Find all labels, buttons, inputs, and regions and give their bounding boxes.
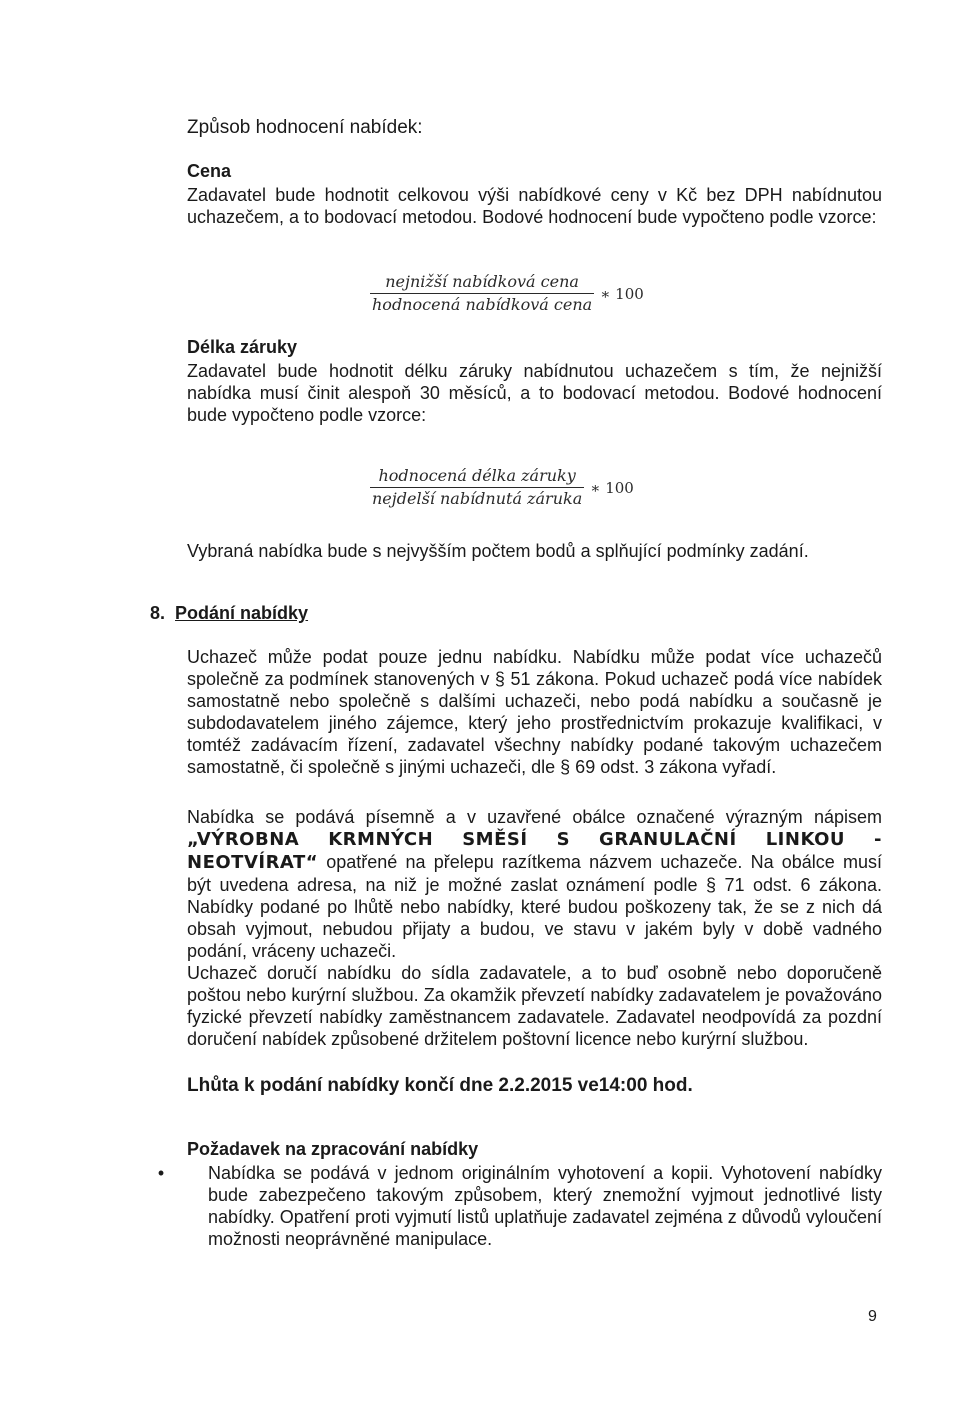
price-formula-denominator: hodnocená nabídková cena xyxy=(372,295,593,314)
deadline-block xyxy=(187,1074,882,1098)
conclusion-block xyxy=(187,540,882,562)
evaluation-section xyxy=(187,116,882,140)
requirements-section xyxy=(187,1138,882,1160)
fraction-bar xyxy=(370,293,594,294)
requirements-list xyxy=(157,1162,882,1250)
price-text: Zadavatel bude hodnotit celkovou výši nabídkové ceny v Kč bez DPH nabídnutou uchazečem, a to bodovací metodou. Bodové hodnocení bude vypočteno podle vzorce: xyxy=(187,185,882,227)
fraction-bar xyxy=(370,487,584,488)
evaluation-heading: Způsob hodnocení nabídek: xyxy=(187,117,423,138)
warranty-title: Délka záruky xyxy=(187,337,298,357)
price-formula-numerator: nejnižší nabídková cena xyxy=(385,272,579,291)
price-title: Cena xyxy=(187,161,232,181)
price-fraction xyxy=(370,272,594,315)
requirement-text: Nabídka se podává v jednom originálním vyhotovení a kopii. Vyhotovení nabídky bude zabezpečeno takovým způsobem, který znemožní vyjmout jednotlivé listy nabídky. Opatření proti vyjmutí listů uplatňuje zadavatel zejména z důvodů vyloučení možnosti neoprávněné manipulace. xyxy=(208,1163,882,1249)
bullet-icon: • xyxy=(157,1163,165,1183)
section-8-para-1 xyxy=(187,646,882,778)
section-8-para-3 xyxy=(187,962,882,1050)
warranty-formula-denominator: nejdelší nabídnutá záruka xyxy=(372,489,583,508)
section-8-para-2 xyxy=(187,806,882,962)
section-8-heading xyxy=(150,602,882,624)
warranty-formula-multiplier: ∗ 100 xyxy=(590,478,634,497)
warranty-formula xyxy=(370,466,634,509)
warranty-formula-numerator: hodnocená délka záruky xyxy=(378,466,576,485)
envelope-text-end: opatřené na přelepu razítkema názvem uchazeče. Na obálce musí být uvedena adresa, na niž je možné zaslat oznámení podle § 71 odst. 6 zákona. Nabídky podané po lhůtě nebo nabídky, které budou poškozeny tak, že se z nich dá obsah vyjmout, nebudou přijaty a budou, ve stavu v jakém byly v době vadného podání, vráceny uchazeči. xyxy=(187,852,882,961)
envelope-label: „VÝROBNA KRMNÝCH SMĚSÍ S GRANULAČNÍ LINKOU - NEOTVÍRAT“ xyxy=(187,829,882,873)
warranty-text: Zadavatel bude hodnotit délku záruky nabídnutou uchazečem s tím, že nejnižší nabídka musí činit alespoň 30 měsíců, a to bodovací metodou. Bodové hodnocení bude vypočteno podle vzorce: xyxy=(187,361,882,425)
price-formula-multiplier: ∗ 100 xyxy=(600,284,644,303)
envelope-text-start: Nabídka se podává písemně a v uzavřené obálce označené výrazným nápisem xyxy=(187,807,882,827)
price-section xyxy=(187,160,882,228)
section-number: 8. xyxy=(150,603,166,623)
evaluation-conclusion: Vybraná nabídka bude s nejvyšším počtem bodů a splňující podmínky zadání. xyxy=(187,541,809,561)
page-number: 9 xyxy=(868,1308,877,1325)
delivery-text: Uchazeč doručí nabídku do sídla zadavatele, a to buď osobně nebo doporučeně poštou nebo kurýrní službou. Za okamžik převzetí nabídky zadavatelem je považováno fyzické převzetí nabídky zaměstnancem zadavatele. Zadavatel neodpovídá za pozdní doručení nabídek způsobené držitelem poštovní licence nebo kurýrní službou. xyxy=(187,963,882,1049)
warranty-fraction xyxy=(370,466,584,509)
warranty-section xyxy=(187,336,882,426)
price-formula xyxy=(370,272,644,315)
list-item xyxy=(157,1162,882,1250)
section-title: Podání nabídky xyxy=(175,603,309,623)
requirements-title: Požadavek na zpracování nabídky xyxy=(187,1139,479,1159)
requirements-list-block xyxy=(157,1162,882,1250)
submission-deadline: Lhůta k podání nabídky končí dne 2.2.2015 ve14:00 hod. xyxy=(187,1075,693,1096)
submission-rules-text: Uchazeč může podat pouze jednu nabídku. Nabídku může podat více uchazečů společně za podmínek stanovených v § 51 zákona. Pokud uchazeč podá více nabídek samostatně nebo společně s dalšími uchazeči, nebo podá nabídku a současně je subdodavatelem jiného zájemce, který jeho prostřednictvím prokazuje kvalifikaci, v tomtéž zadávacím řízení, zadavatel všechny nabídky podané takovým uchazečem samostatně, či společně s jinými uchazeči, dle § 69 odst. 3 zákona vyřadí. xyxy=(187,647,882,777)
